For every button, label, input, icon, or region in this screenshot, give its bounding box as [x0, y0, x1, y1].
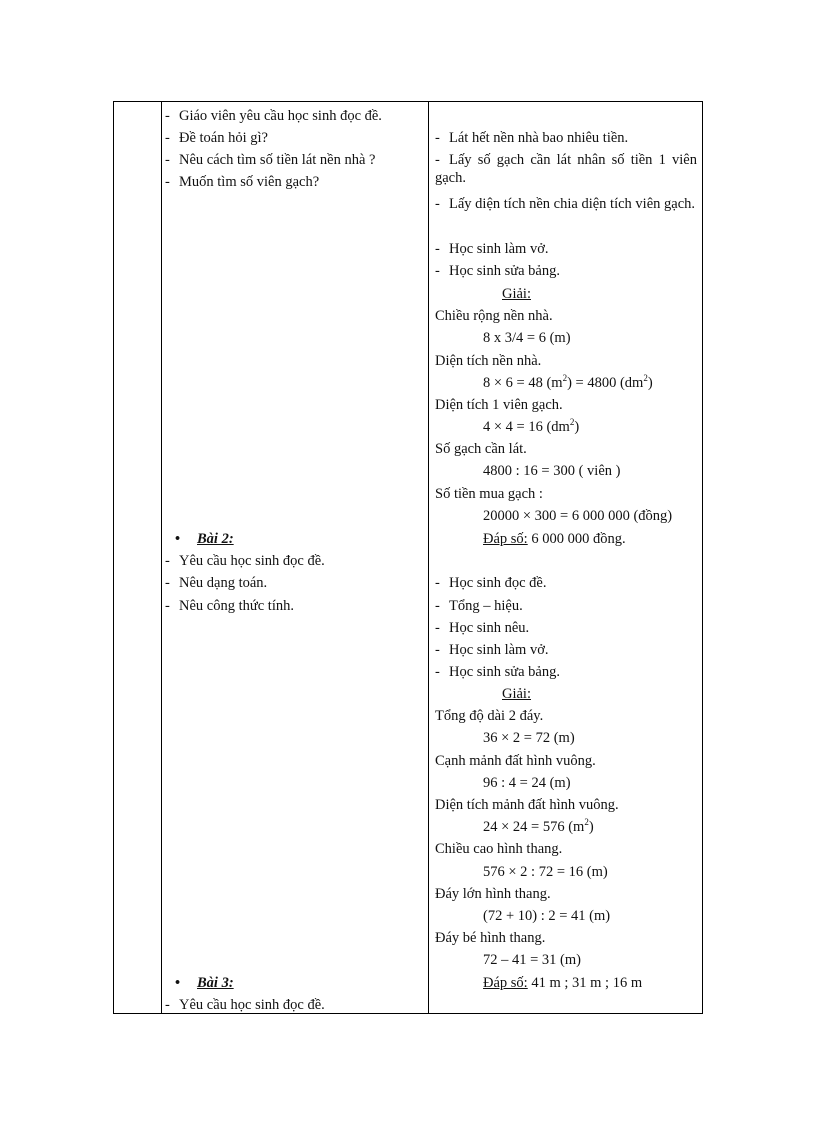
teacher-step: - Đề toán hỏi gì? — [165, 130, 268, 146]
teacher-step: - Giáo viên yêu cầu học sinh đọc đề. — [165, 108, 382, 124]
teacher-step: - Nêu dạng toán. — [165, 575, 268, 591]
solution-step-label: Số gạch cần lát. — [435, 441, 527, 457]
student-answer: - Học sinh nêu. — [435, 620, 530, 636]
solution-expression: 96 : 4 = 24 (m) — [483, 775, 571, 791]
teacher-step: - Nêu công thức tính. — [165, 598, 294, 614]
solution-step-label: Chiều cao hình thang. — [435, 841, 563, 857]
solution-step-label: Diện tích mảnh đất hình vuông. — [435, 797, 619, 813]
student-answer: - Học sinh sửa bảng. — [435, 263, 560, 279]
solution-expression: 24 × 24 = 576 $(m^2)$ — [483, 817, 594, 835]
student-answer: - Lấy diện tích nền chia diện tích viên gạch. — [435, 196, 696, 212]
student-answer: - Học sinh làm vở. — [435, 642, 549, 658]
solution-step-label: Cạnh mảnh đất hình vuông. — [435, 753, 596, 769]
teacher-step: - Muốn tìm số viên gạch? — [165, 174, 320, 190]
solution-expression: 4800 : 16 = 300 ( viên ) — [483, 463, 621, 479]
student-answer: - Học sinh làm vở. — [435, 241, 549, 257]
solution-expression: 8 x 3/4 = 6 (m) — [483, 330, 571, 346]
column-divider-2 — [428, 102, 429, 1013]
final-answer: Đáp số: 6 000 000 đồng. — [483, 531, 626, 547]
column-divider-1 — [161, 102, 162, 1013]
student-answer: - Học sinh đọc đề. — [435, 575, 547, 591]
student-answer: - Tổng – hiệu. — [435, 598, 523, 614]
solution-heading: Giải: — [502, 686, 531, 702]
solution-expression: 72 – 41 = 31 (m) — [483, 952, 581, 968]
solution-step-label: Tổng độ dài 2 đáy. — [435, 708, 544, 724]
solution-step-label: Diện tích 1 viên gạch. — [435, 397, 563, 413]
solution-step-label: Chiều rộng nền nhà. — [435, 308, 553, 324]
solution-expression: 20000 × 300 = 6 000 000 (đồng) — [483, 508, 673, 524]
solution-heading: Giải: — [502, 286, 531, 302]
teacher-step: - Yêu cầu học sinh đọc đề. — [165, 553, 325, 569]
teacher-step: - Yêu cầu học sinh đọc đề. — [165, 997, 325, 1013]
solution-step-label: Đáy bé hình thang. — [435, 930, 546, 946]
solution-expression: (72 + 10) : 2 = 41 (m) — [483, 908, 611, 924]
solution-expression: 576 × 2 : 72 = 16 (m) — [483, 864, 608, 880]
solution-expression: 36 × 2 = 72 (m) — [483, 730, 575, 746]
student-answer: - Lát hết nền nhà bao nhiêu tiền. — [435, 130, 629, 146]
solution-step-label: Số tiền mua gạch : — [435, 486, 543, 502]
bai3-heading: • Bài 3: — [175, 975, 234, 991]
teacher-step: - Nêu cách tìm số tiền lát nền nhà ? — [165, 152, 376, 168]
solution-expression: 8 × 6 = 48 $(m^2) = 4800$ $(dm^2)$ — [483, 373, 653, 391]
student-answer: - Học sinh sửa bảng. — [435, 664, 560, 680]
solution-expression: 4 × 4 = 16 $(dm^2)$ — [483, 417, 580, 435]
solution-step-label: Diện tích nền nhà. — [435, 353, 542, 369]
final-answer: Đáp số: 41 m ; 31 m ; 16 m — [483, 975, 643, 991]
solution-step-label: Đáy lớn hình thang. — [435, 886, 551, 902]
student-answer: - Lấy số gạch cần lát nhân số tiền 1 viên gạch. — [435, 152, 697, 186]
bai2-heading: • Bài 2: — [175, 531, 234, 547]
